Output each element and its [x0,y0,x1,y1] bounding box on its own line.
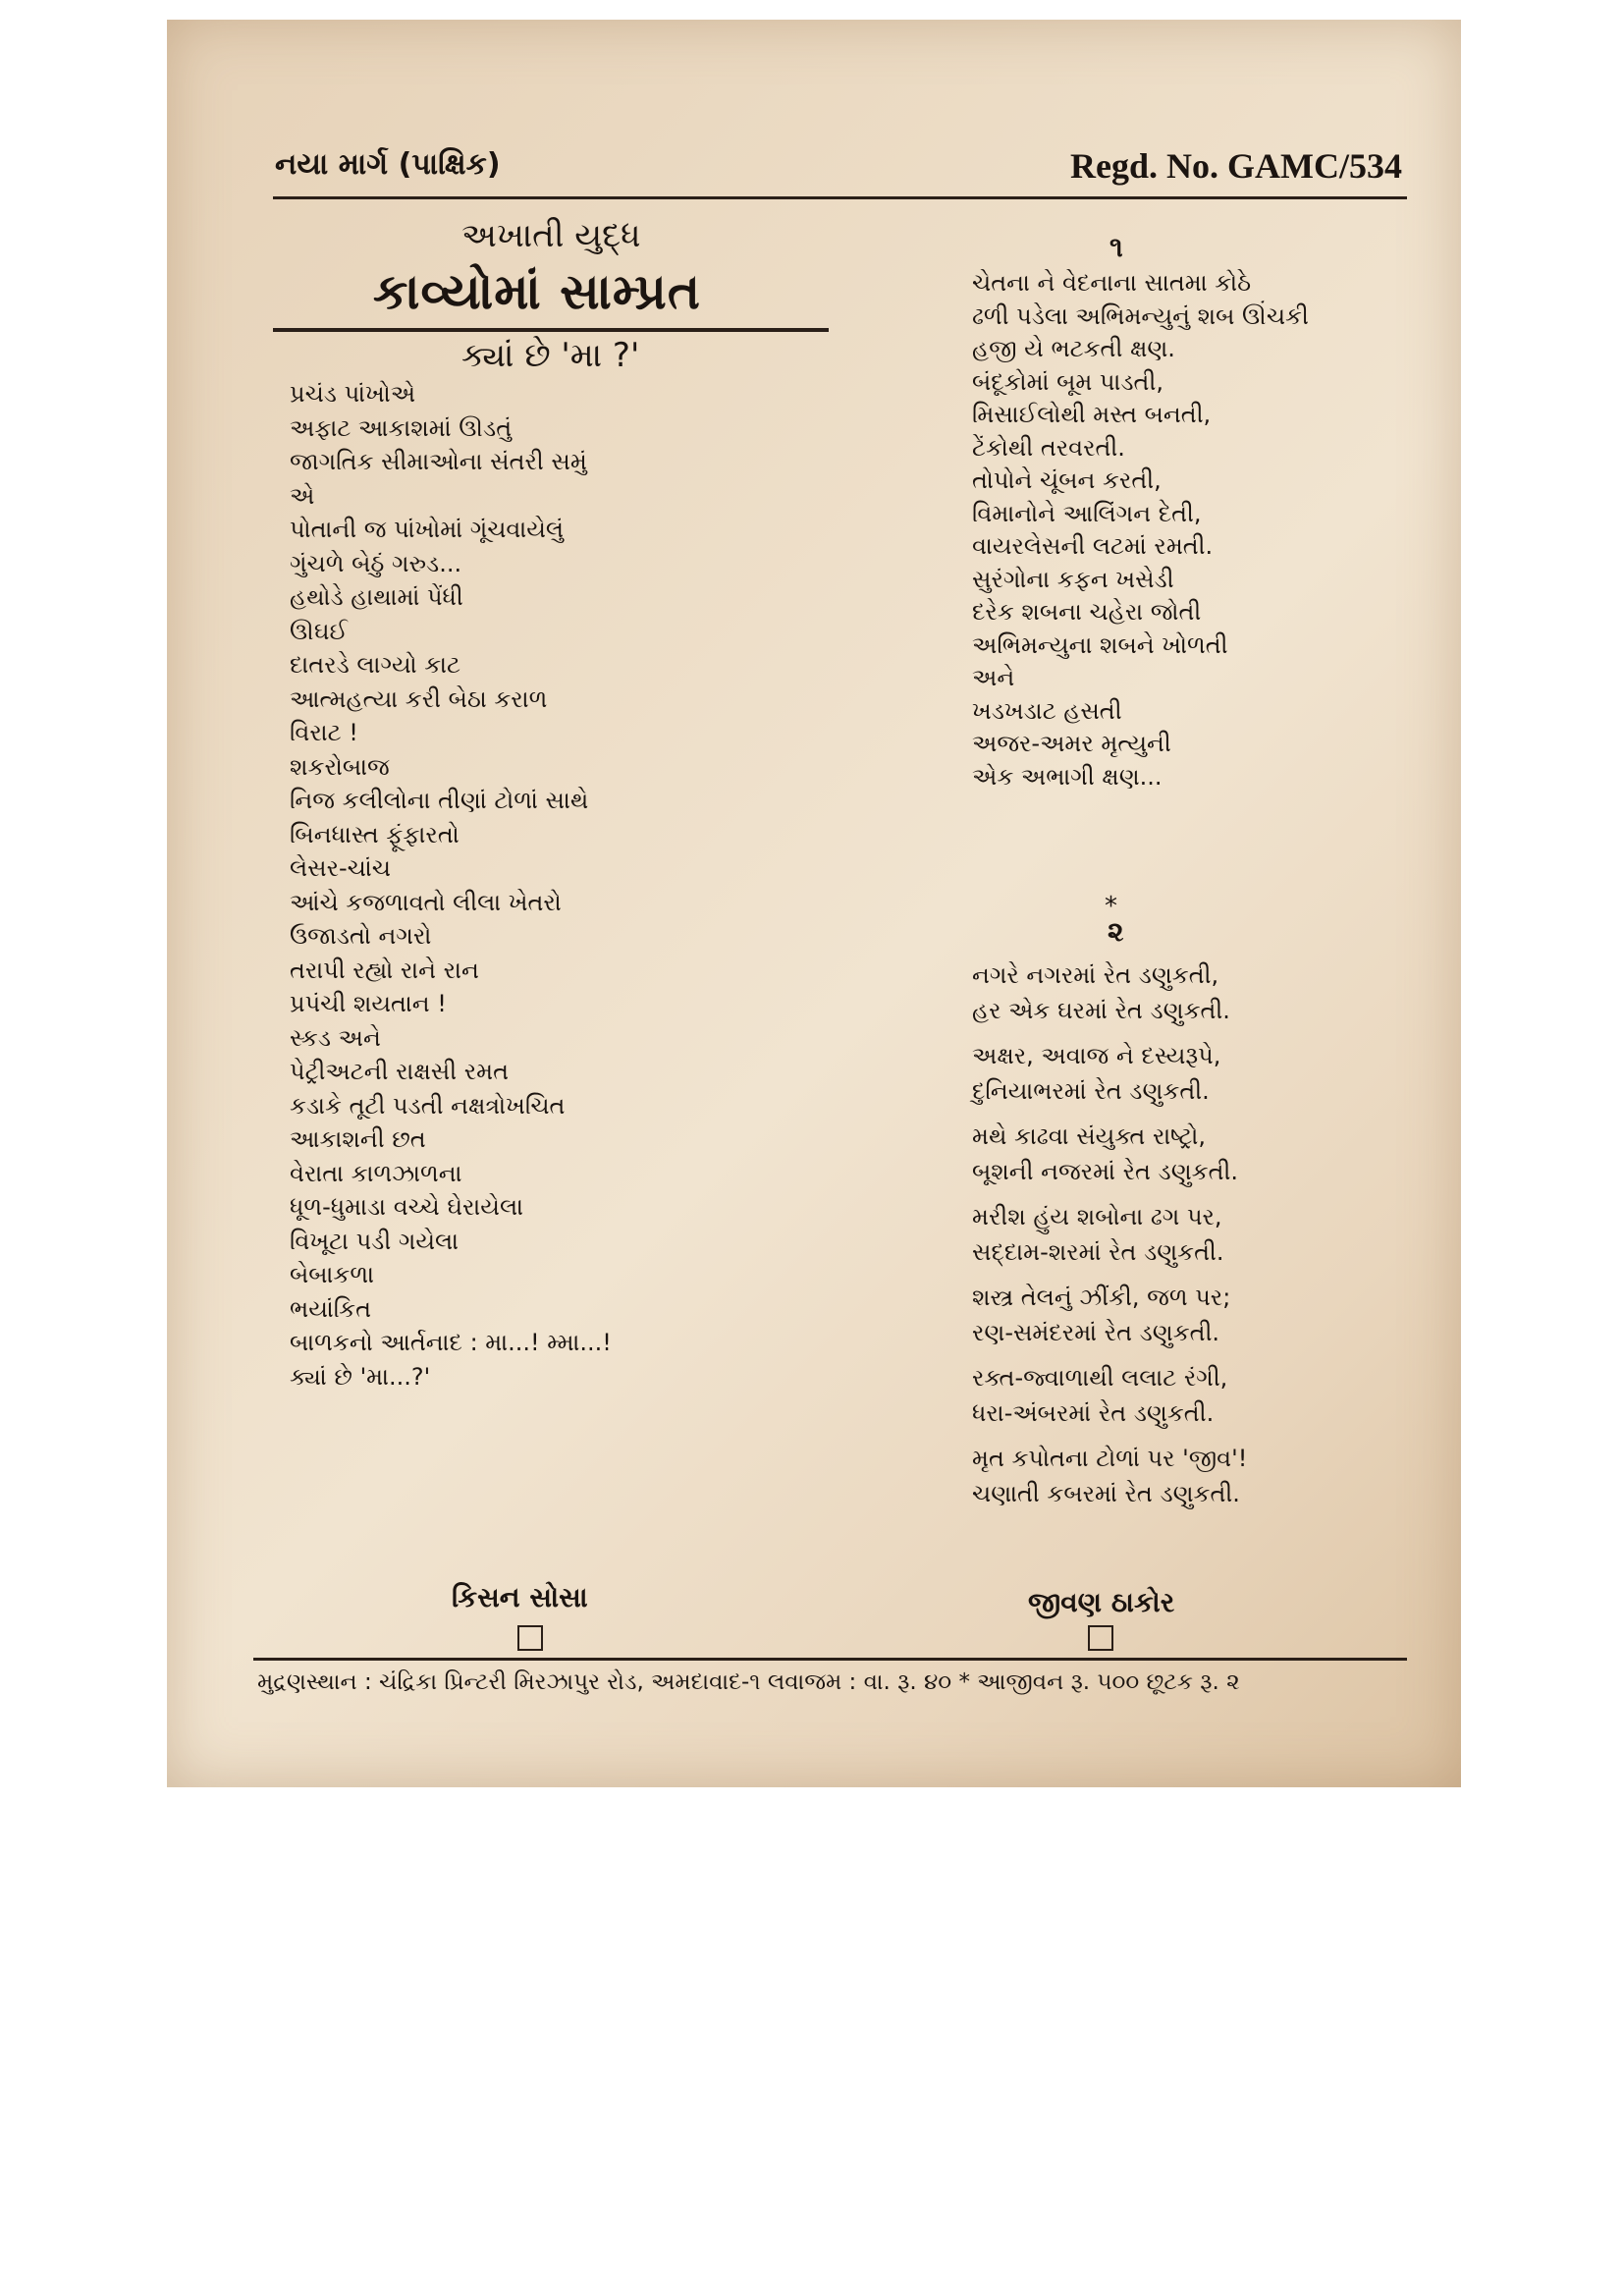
poem-line: દુનિયાભરમાં રેત ડણુકતી. [972,1077,1210,1105]
registration-number: Regd. No. GAMC/534 [1070,146,1402,186]
poem-line: વાયરલેસની લટમાં રમતી. [972,532,1214,560]
poem-line: વિખૂટા પડી ગયેલા [290,1227,460,1255]
poem-line: પેટ્રીઅટની રાક્ષસી રમત [290,1058,509,1085]
poem-line: તોપોને ચૂંબન કરતી, [972,466,1162,494]
poem-2-part-2 [972,957,1443,1521]
stanza [972,1038,1443,1109]
end-mark-box [1088,1625,1113,1651]
poem-line: હથોડે હાથામાં પેંધી [290,583,463,611]
poem-line: બંદૂકોમાં બૂમ પાડતી, [972,367,1163,396]
poem-line: પ્રચંડ પાંખોએ [290,380,416,408]
poem-line: જાગતિક સીમાઓના સંતરી સમું [290,448,587,475]
poem-line: રક્ત-જ્વાળાથી લલાટ રંગી, [972,1364,1228,1392]
magazine-page [167,20,1461,1787]
poem-line: મિસાઈલોથી મસ્ત બનતી, [972,401,1212,428]
poem-line: આત્મહત્યા કરી બેઠા કરાળ [290,684,548,713]
poem-line: પોતાની જ પાંખોમાં ગૂંચવાયેલું [290,516,565,543]
poem-line: વિરાટ ! [290,719,358,746]
poem-line: અક્ષર, અવાજ ને દસ્યરૂપે, [972,1042,1221,1069]
poem-line: સુરંગોના કફન ખસેડી [972,565,1174,593]
poem-line: આકાશની છત [290,1125,426,1153]
poem-line: ખડખડાટ હસતી [972,696,1122,725]
section-number: ૧ [1109,231,1123,263]
footer-divider [253,1658,1407,1661]
title-divider [273,328,829,332]
poem-line: ધૂળ-ધુમાડા વચ્ચે ઘેરાયેલા [290,1193,523,1221]
poem-line: આંચે કજળાવતો લીલા ખેતરો [290,888,562,916]
poem-line: ધરા-અંબરમાં રેત ડણુકતી. [972,1399,1215,1427]
poem-line: અને [972,664,1015,691]
poem-line: અજર-અમર મૃત્યુની [972,730,1171,757]
poem-line: લેસર-ચાંચ [290,854,391,882]
stanza [972,1199,1443,1270]
poem-line: એક અભાગી ક્ષણ... [972,762,1163,791]
article-title: કાવ્યોમાં સામ્પ્રત [373,263,702,320]
poem-line: નિજ કલીલોના તીણાં ટોળાં સાથે [290,787,589,814]
poem-line: હર એક ઘરમાં રેત ડણુકતી. [972,997,1230,1024]
stanza [972,1360,1443,1431]
poem-line: ચણાતી કબરમાં રેત ડણુકતી. [972,1480,1240,1507]
poem-line: દાતરડે લાગ્યો કાટ [290,651,461,679]
poem-line: વિમાનોને આલિંગન દેતી, [972,499,1202,527]
poem-line: ટેંકોથી તરવરતી. [972,433,1125,462]
stanza [972,957,1443,1028]
stanza [972,1441,1443,1511]
imprint-line: મુદ્રણસ્થાન : ચંદ્રિકા પ્રિન્ટરી મિરઝાપુર રોડ, અમદાવાદ-૧ લવાજમ : વા. રૂ. ૪૦ * આજીવન રૂ. ૫૦૦ છૂટક રૂ. ૨ [257,1669,1240,1695]
poet-name: જીવણ ઠાકોર [1028,1586,1175,1618]
poem-line: વેરાતા કાળઝાળના [290,1159,462,1187]
header-divider [273,196,1407,199]
poem-2-part-1 [972,267,1443,793]
poem-line: રણ-સમંદરમાં રેત ડણુકતી. [972,1319,1220,1346]
section-separator: * [1105,892,1117,921]
poem-line: ઉજાડતો નગરો [290,922,432,950]
poem-line: શસ્ત્ર તેલનું ઝીંકી, જળ પર; [972,1284,1231,1311]
poem-line: કડાકે તૂટી પડતી નક્ષત્રોખચિત [290,1091,566,1120]
poem-line: ક્યાં છે 'મા...?' [290,1362,431,1391]
poem-line: ચેતના ને વેદનાના સાતમા કોઠે [972,269,1252,297]
poem-line: મરીશ હુંય શબોના ઢગ પર, [972,1203,1222,1230]
poem-line: બાળકનો આર્તનાદ : મા...! મ્મા...! [290,1329,612,1356]
poem-line: ગુંચળે બેઠું ગરુડ... [290,549,462,577]
poem-line: શકરોબાજ [290,752,390,781]
poet-name: કિસન સોસા [452,1581,588,1613]
poem-line: ઢળી પડેલા અભિમન્યુનું શબ ઊંચકી [972,301,1309,330]
poem-line: દરેક શબના ચહેરા જોતી [972,598,1202,626]
article-kicker: અખાતી યુદ્ધ [461,216,641,255]
poem-line: સ્કડ અને [290,1023,381,1052]
poem-line: સદ્દામ-શરમાં રેત ડણુકતી. [972,1238,1224,1266]
poem-line: અફાટ આકાશમાં ઊડતું [290,413,513,442]
poem-title: ક્યાં છે 'મા ?' [461,336,640,375]
poem-1-body [290,377,839,1394]
poem-line: બેબાકળા [290,1261,374,1288]
poem-line: બૂશની નજરમાં રેત ડણુકતી. [972,1158,1238,1185]
poem-line: તરાપી રહ્યો રાને રાન [290,956,479,984]
stanza [972,1119,1443,1189]
poem-line: હજી યે ભટકતી ક્ષણ. [972,335,1175,362]
poem-line: અભિમન્યુના શબને ખોળતી [972,630,1228,659]
poem-line: એ [290,481,315,510]
poem-line: મથે કાઢવા સંયુક્ત રાષ્ટ્રો, [972,1122,1206,1150]
poem-line: નગરે નગરમાં રેત ડણુકતી, [972,961,1219,989]
poem-line: ઊઘઈ [290,617,349,645]
end-mark-box [517,1625,543,1651]
magazine-name: નયા માર્ગ (પાક્ષિક) [275,147,501,182]
poem-line: ભયાંકિત [290,1294,372,1323]
poem-line: મૃત કપોતના ટોળાં પર 'જીવ'! [972,1445,1248,1472]
poem-line: પ્રપંચી શયતાન ! [290,990,447,1017]
poem-line: બિનધાસ્ત ફૂંફારતો [290,820,460,848]
section-number: ૨ [1108,915,1124,948]
stanza [972,1280,1443,1350]
